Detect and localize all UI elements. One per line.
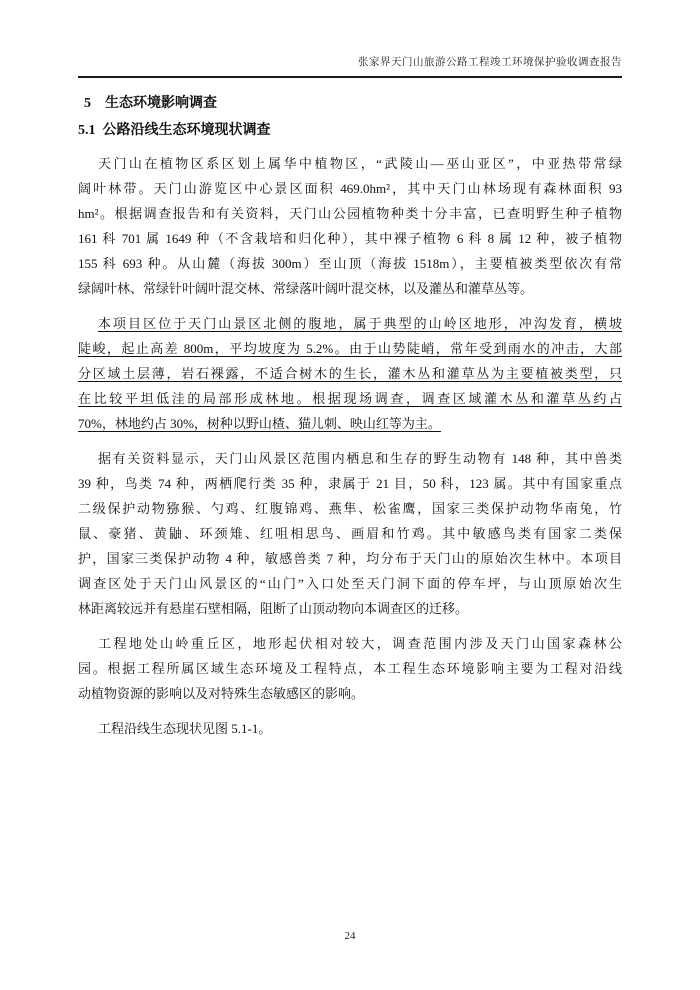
text-line: 阔叶林带。天门山游览区中心景区面积 469.0hm²，其中天门山林场现有森林面积 93 bbox=[78, 181, 622, 196]
text-line: 鼠、豪猪、黄鼬、环颈雉、红咀相思鸟、画眉和竹鸡。其中敏感鸟类有国家二类保 bbox=[78, 526, 622, 541]
section-title: 生态环境影响调查 bbox=[105, 96, 217, 111]
text-line: 161 科 701 属 1649 种（不含栽培和归化种），其中裸子植物 6 科 8 属 12 种，被子植物 bbox=[78, 231, 622, 246]
subsection-number: 5.1 bbox=[78, 123, 96, 138]
text-line: 本项目区位于天门山景区北侧的腹地，属于典型的山岭区地形，冲沟发育，横坡 bbox=[98, 316, 622, 331]
text-line: 园。根据工程所属区域生态环境及工程特点，本工程生态环境影响主要为工程对沿线 bbox=[78, 661, 622, 676]
text-line: 动植物资源的影响以及对特殊生态敏感区的影响。 bbox=[78, 686, 365, 701]
text-line: 工程沿线生态现状见图 5.1-1。 bbox=[98, 721, 272, 736]
text-line: 天门山在植物区系区划上属华中植物区，“武陵山—巫山亚区”，中亚热带常绿 bbox=[98, 156, 622, 171]
paragraph-project-area-underlined bbox=[78, 311, 622, 436]
page-number: 24 bbox=[344, 930, 356, 942]
text-line: 据有关资料显示，天门山风景区范围内栖息和生存的野生动物有 148 种，其中兽类 bbox=[98, 451, 622, 466]
section-number: 5 bbox=[84, 96, 91, 111]
subsection-heading bbox=[78, 122, 622, 140]
text-line: 林距离较远并有悬崖石壁相隔，阻断了山顶动物向本调查区的迁移。 bbox=[78, 601, 469, 616]
text-line: 护，国家三类保护动物 4 种，敏感兽类 7 种，均分布于天门山的原始次生林中。本项目 bbox=[78, 551, 622, 566]
text-line: 在比较平坦低洼的局部形成林地。根据现场调查，调查区域灌木丛和灌草丛约占 bbox=[78, 391, 622, 406]
text-line: 二级保护动物猕猴、勺鸡、红腹锦鸡、燕隼、松雀鹰，国家三类保护动物华南兔，竹 bbox=[78, 501, 622, 516]
text-line: hm²。根据调查报告和有关资料，天门山公园植物种类十分丰富，已查明野生种子植物 bbox=[78, 206, 622, 221]
text-line: 155 科 693 种。从山麓（海拔 300m）至山顶（海拔 1518m），主要植被类型依次有常 bbox=[78, 256, 622, 271]
text-line: 工程地处山岭重丘区，地形起伏相对较大，调查范围内涉及天门山国家森林公 bbox=[98, 636, 622, 651]
text-line: 调查区处于天门山风景区的“山门”入口处至天门洞下面的停车坪，与山顶原始次生 bbox=[78, 576, 622, 591]
section-heading bbox=[84, 95, 622, 113]
paragraph-vegetation bbox=[78, 151, 622, 301]
text-line: 39 种，鸟类 74 种，两栖爬行类 35 种，隶属于 21 目，50 科，123 属。其中有国家重点 bbox=[78, 476, 622, 491]
paragraph-figure-reference bbox=[78, 716, 622, 741]
text-line: 陡峻，起止高差 800m，平均坡度为 5.2%。由于山势陡峭，常年受到雨水的冲击，大部 bbox=[78, 341, 622, 356]
subsection-title: 公路沿线生态环境现状调查 bbox=[102, 123, 271, 138]
text-line: 分区域土层薄，岩石裸露，不适合树木的生长，灌木丛和灌草丛为主要植被类型，只 bbox=[78, 366, 622, 381]
paragraph-terrain-impact bbox=[78, 631, 622, 706]
header-title: 张家界天门山旅游公路工程竣工环境保护验收调查报告 bbox=[358, 57, 622, 68]
page-header bbox=[78, 0, 622, 78]
page-content bbox=[78, 0, 622, 741]
paragraph-wildlife bbox=[78, 446, 622, 621]
text-line: 70%，林地约占 30%，树种以野山楂、猫儿刺、映山红等为主。 bbox=[78, 416, 441, 431]
text-line: 绿阔叶林、常绿针叶阔叶混交林、常绿落叶阔叶混交林，以及灌丛和灌草丛等。 bbox=[78, 281, 534, 296]
